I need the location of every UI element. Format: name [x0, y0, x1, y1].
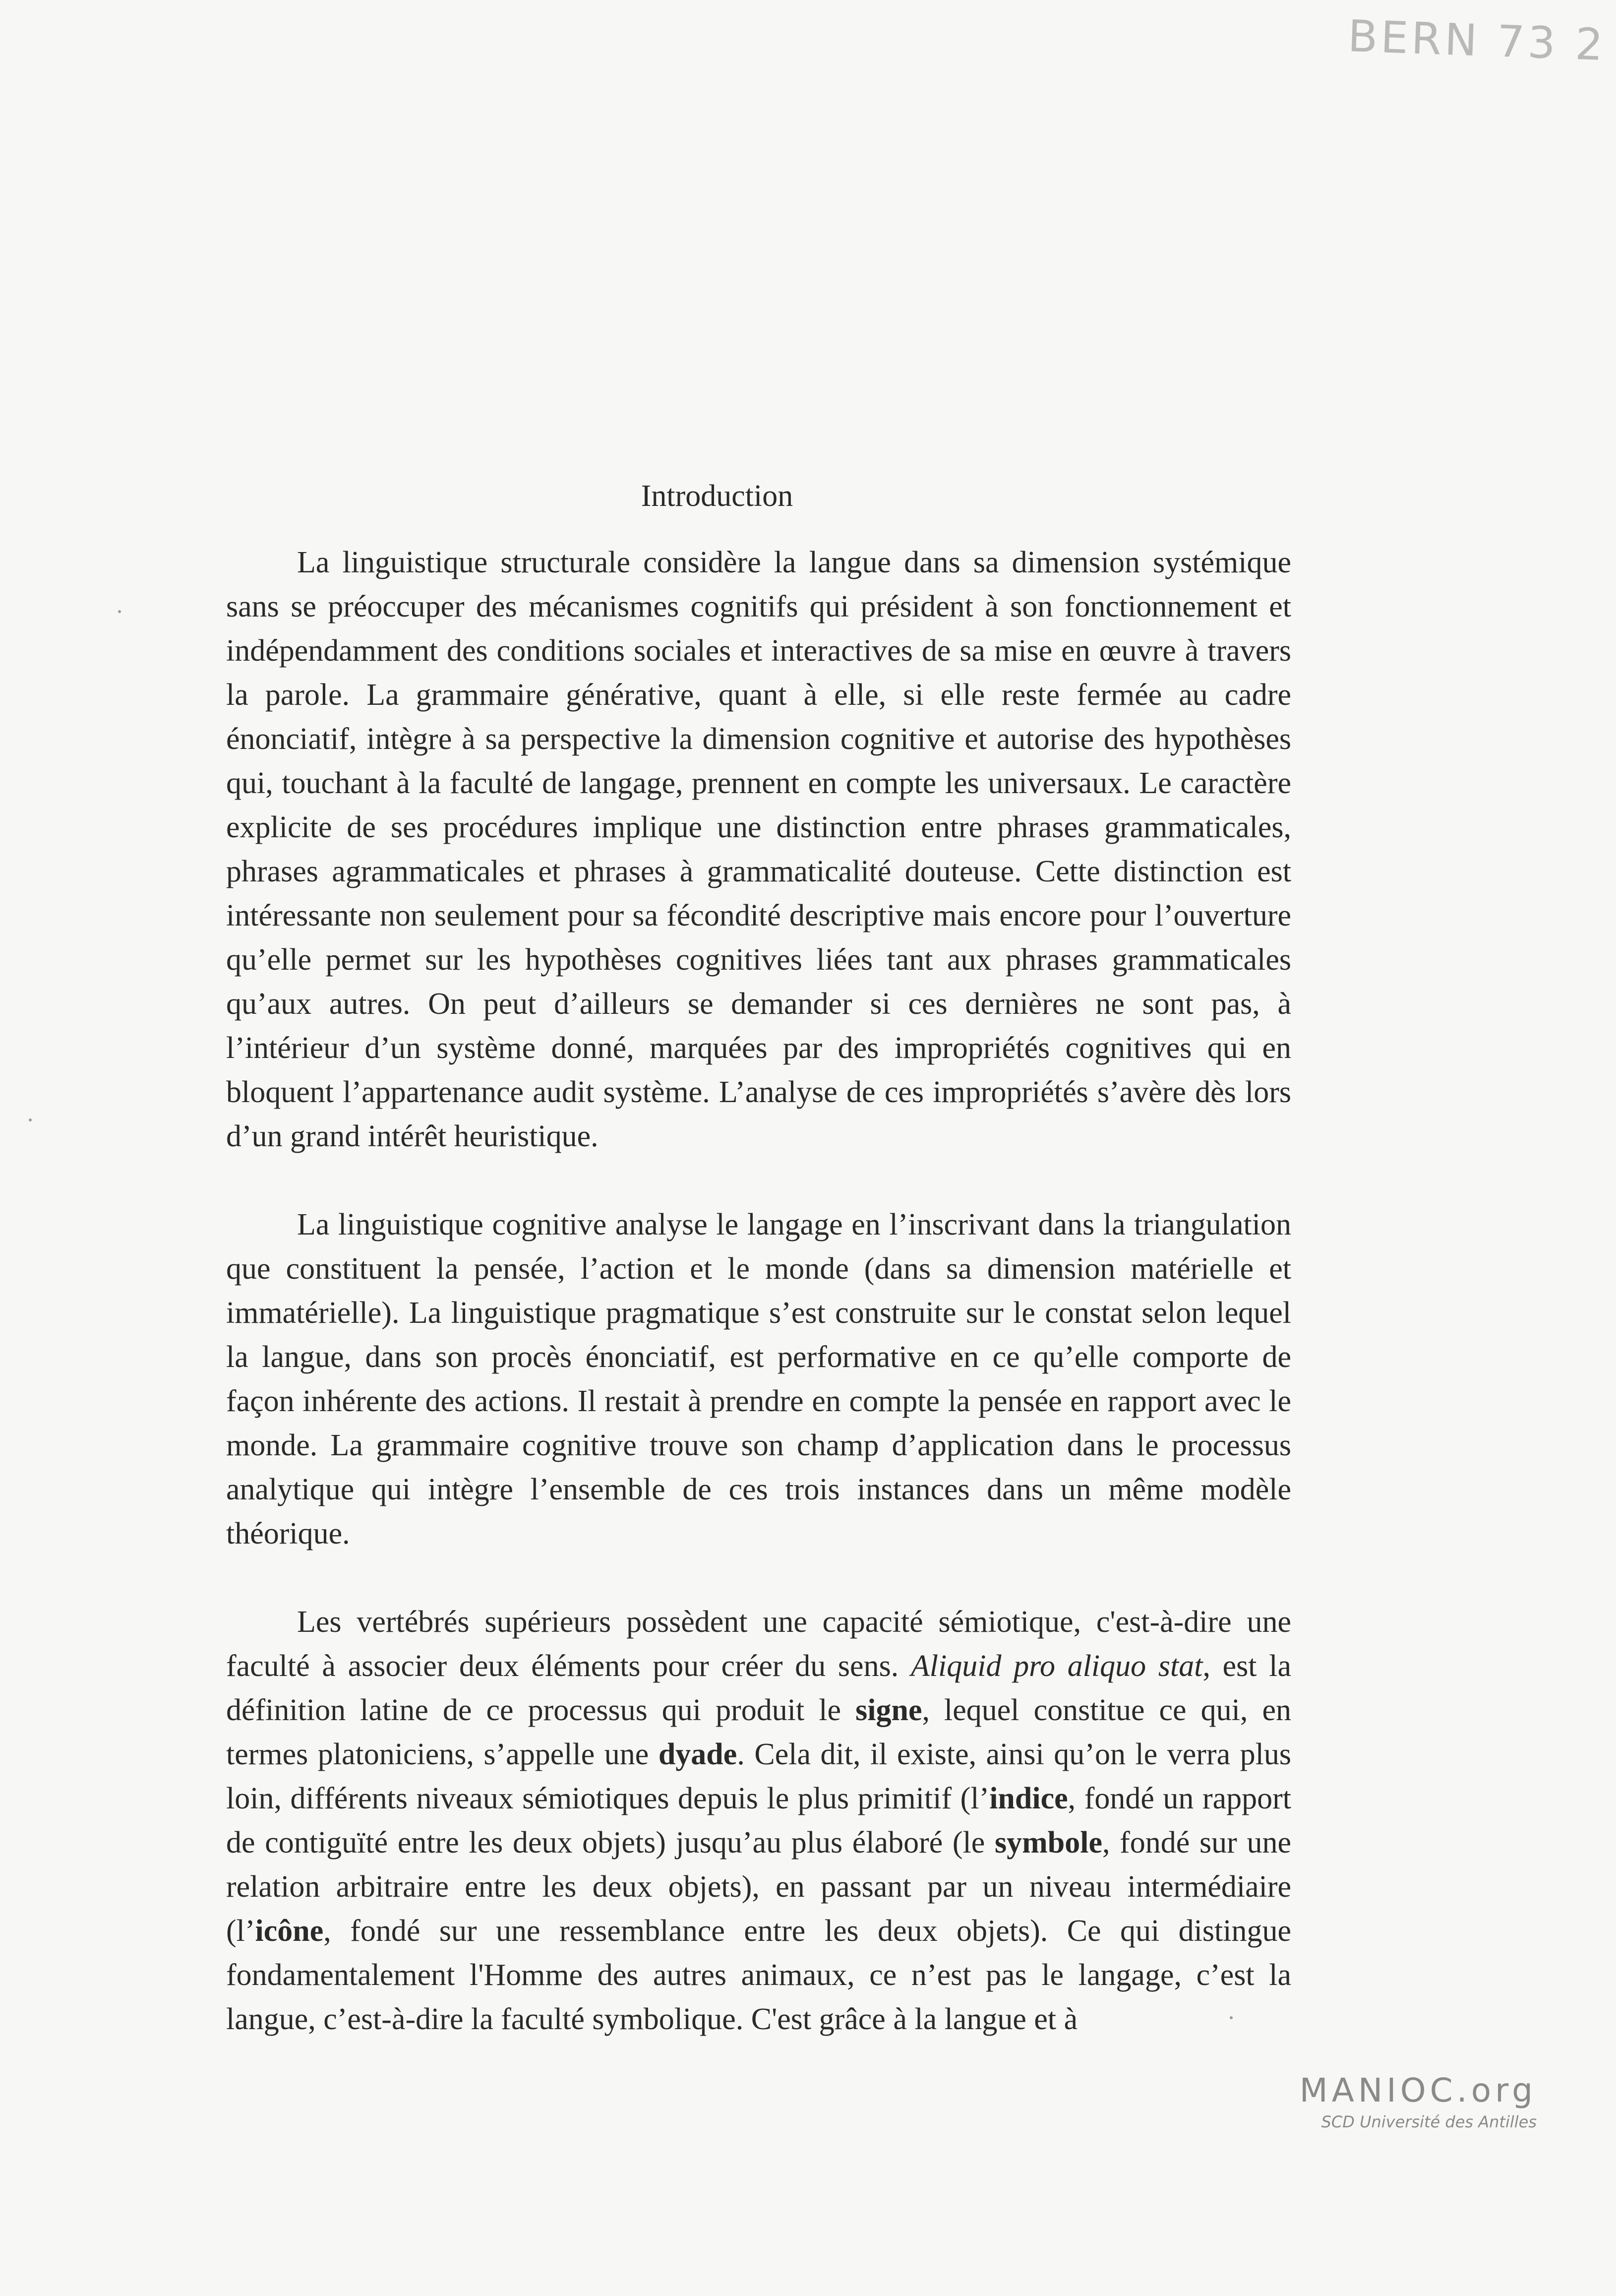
text-run: , lequel constitue ce qui, en termes platoniciens, s’appelle une — [226, 1693, 1291, 1771]
bold-term: indice — [989, 1782, 1068, 1815]
text-run: La linguistique structurale considère la langue dans sa dimension systémique sans se préoccuper des mécanismes cognitifs qui président à son fonctionnement et indépendamment des conditions sociales et interactives de sa mise en œuvre à travers la parole. La grammaire générative, quant à elle, si elle reste fermée au cadre énonciatif, intègre à sa perspective la dimension cognitive et autorise des hypothèses qui, touchant à la faculté de langage, prennent en compte les universaux. Le caractère explicite de ses procédures implique une distinction entre phrases grammaticales, phrases agrammaticales et phrases à grammaticalité douteuse. Cette distinction est intéressante non seulement pour sa fécondité descriptive mais encore pour l’ouverture qu’elle permet sur les hypothèses cognitives liées tant aux phrases grammaticales qu’aux autres. On peut d’ailleurs se demander si ces dernières ne sont pas, à l’intérieur d’un système donné, marquées par des impropriétés cognitives qui en bloquent l’appartenance audit système. L’analyse de ces impropriétés s’avère dès lors d’un grand intérêt heuristique. — [226, 546, 1291, 1153]
text-run: , fondé un rapport de contiguïté entre les deux objets) jusqu’au plus élaboré (le — [226, 1782, 1292, 1860]
scan-speck — [118, 610, 121, 613]
bold-term: symbole — [994, 1826, 1102, 1860]
text-run: Les vertébrés supérieurs possèdent une capacité sémiotique, c'est-à-dire une faculté à associer deux éléments pour créer du sens. — [226, 1605, 1291, 1683]
paragraph — [226, 1203, 1291, 1556]
text-run: , fondé sur une relation arbitraire entre les deux objets), en passant par un niveau intermédiaire (l’ — [226, 1826, 1291, 1948]
body-text — [226, 541, 1291, 2042]
text-run: , est la définition latine de ce processus qui produit le — [226, 1649, 1291, 1727]
bold-term: dyade — [658, 1738, 737, 1771]
scan-speck — [29, 1118, 32, 1121]
text-run: La linguistique cognitive analyse le langage en l’inscrivant dans la triangulation que constituent la pensée, l’action et le monde (dans sa dimension matérielle et immatérielle). La linguistique pragmatique s’est construite sur le constat selon lequel la langue, dans son procès énonciatif, est performative en ce qu’elle comporte de façon inhérente des actions. Il restait à prendre en compte la pensée en rapport avec le monde. La grammaire cognitive trouve son champ d’application dans le processus analytique qui intègre l’ensemble de ces trois instances dans un même modèle théorique. — [226, 1208, 1291, 1551]
logo-text: MANIOC.org — [1299, 2071, 1537, 2110]
bold-term: icône — [255, 1914, 324, 1948]
italic-phrase: Aliquid pro aliquo stat — [910, 1649, 1203, 1683]
manioc-logo — [1300, 2072, 1537, 2132]
bold-term: signe — [855, 1693, 922, 1727]
text-run: . Cela dit, il existe, ainsi qu’on le verra plus loin, différents niveaux sémiotiques depuis le plus primitif (l’ — [226, 1738, 1291, 1815]
logo-subtitle: SCD Université des Antilles — [1321, 2112, 1537, 2131]
text-run: , fondé sur une ressemblance entre les deux objets). Ce qui distingue fondamentalement l'Homme des autres animaux, ce n’est pas le langage, c’est la langue, c’est-à-dire la faculté symbolique. C'est grâce à la langue et à — [226, 1914, 1291, 2036]
handwritten-annotation: BERN 73 2 — [1347, 10, 1607, 71]
paragraph — [226, 541, 1291, 1159]
paragraph — [226, 1600, 1291, 2042]
scan-speck — [1230, 2016, 1233, 2019]
section-title: Introduction — [641, 479, 793, 513]
